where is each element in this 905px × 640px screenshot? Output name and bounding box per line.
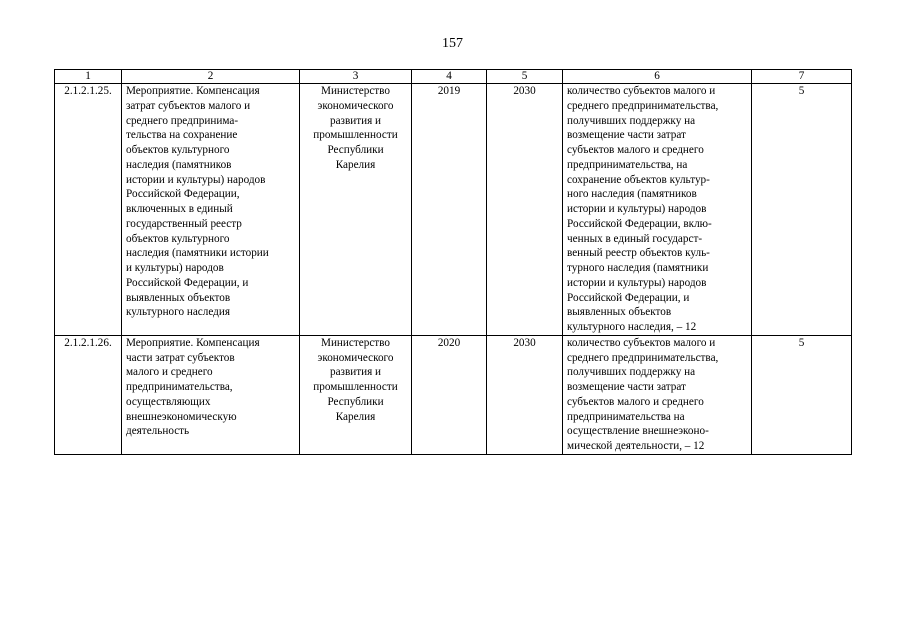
indicator-cell	[563, 84, 752, 336]
measure-cell	[122, 84, 300, 336]
measure-line: Мероприятие. Компенсация	[126, 85, 260, 97]
measure-line: государственный реестр	[126, 217, 242, 230]
end-year-cell: 2030	[487, 84, 563, 336]
indicator-line: осуществление внешнеэконо-	[567, 425, 709, 438]
measure-line: включенных в единый	[126, 203, 233, 215]
indicator-line: мической деятельности, – 12	[567, 440, 705, 452]
executor-line: промышленности	[313, 129, 398, 142]
indicator-line: количество субъектов малого и	[567, 85, 716, 97]
measure-line: наследия (памятники истории	[126, 247, 269, 260]
measure-line: среднего предпринима-	[126, 114, 239, 127]
indicator-cell	[563, 335, 752, 454]
measure-line: затрат субъектов малого и	[126, 99, 251, 112]
header-cell: 3	[300, 70, 412, 84]
indicator-line: Российской Федерации, вклю-	[567, 217, 712, 230]
indicator-line: получивших поддержку на	[567, 366, 696, 379]
measure-line: тельства на сохранение	[126, 129, 238, 142]
measure-line: выявленных объектов	[126, 291, 231, 304]
measure-line: малого и среднего	[126, 366, 213, 379]
measure-line: объектов культурного	[126, 144, 230, 156]
indicator-line: турного наследия (памятники	[567, 262, 709, 274]
executor-line: Министерство	[321, 336, 390, 349]
indicator-line: сохранение объектов культур-	[567, 173, 710, 186]
indicator-line: субъектов малого и среднего	[567, 144, 704, 156]
measure-line: предпринимательства,	[126, 381, 233, 393]
indicator-line: среднего предпринимательства,	[567, 351, 719, 364]
indicator-line: возмещение части затрат	[567, 381, 686, 393]
measure-line: истории и культуры) народов	[126, 173, 266, 186]
measure-line: Российской Федерации,	[126, 188, 240, 201]
measure-line: объектов культурного	[126, 232, 230, 245]
measure-line: деятельность	[126, 425, 190, 438]
indicator-line: ного наследия (памятников	[567, 188, 697, 201]
table-row	[55, 335, 852, 454]
measure-line: части затрат субъектов	[126, 351, 235, 364]
executor-line: промышленности	[313, 381, 398, 393]
table-row	[55, 84, 852, 336]
header-cell: 1	[55, 70, 122, 84]
executor-line: развития и	[329, 114, 382, 127]
indicator-line: истории и культуры) народов	[567, 203, 707, 215]
table-header-row	[55, 70, 852, 84]
indicator-line: количество субъектов малого и	[567, 336, 716, 349]
measure-line: Российской Федерации, и	[126, 276, 249, 289]
col7-cell: 5	[752, 335, 852, 454]
measure-line: Мероприятие. Компенсация	[126, 336, 260, 349]
indicator-line: ченных в единый государст-	[567, 232, 703, 245]
row-number-cell: 2.1.2.1.25.	[55, 84, 122, 336]
executor-line: Республики	[327, 395, 384, 408]
indicator-line: предпринимательства на	[567, 410, 685, 423]
row-number-cell: 2.1.2.1.26.	[55, 335, 122, 454]
measure-line: наследия (памятников	[126, 158, 232, 171]
measure-line: осуществляющих	[126, 395, 211, 408]
col7-cell: 5	[752, 84, 852, 336]
indicator-line: венный реестр объектов куль-	[567, 247, 710, 260]
executor-cell	[300, 84, 412, 336]
executor-line: экономического	[317, 99, 394, 112]
header-cell: 5	[487, 70, 563, 84]
page-number: 157	[442, 36, 463, 51]
executor-line: Карелия	[335, 158, 376, 171]
header-cell: 6	[563, 70, 752, 84]
executor-line: Министерство	[321, 85, 390, 97]
executor-line: развития и	[329, 366, 382, 379]
header-cell: 4	[412, 70, 487, 84]
indicator-line: истории и культуры) народов	[567, 276, 707, 289]
start-year-cell: 2019	[412, 84, 487, 336]
start-year-cell: 2020	[412, 335, 487, 454]
indicator-line: получивших поддержку на	[567, 114, 696, 127]
indicator-line: предпринимательства, на	[567, 158, 688, 171]
end-year-cell: 2030	[487, 335, 563, 454]
measure-line: культурного наследия	[126, 306, 230, 319]
indicator-line: субъектов малого и среднего	[567, 395, 704, 408]
indicator-line: среднего предпринимательства,	[567, 99, 719, 112]
header-cell: 2	[122, 70, 300, 84]
executor-line: Республики	[327, 144, 384, 156]
measure-line: и культуры) народов	[126, 262, 224, 274]
indicator-line: возмещение части затрат	[567, 129, 686, 142]
indicator-line: выявленных объектов	[567, 306, 672, 319]
executor-cell	[300, 335, 412, 454]
indicator-line: Российской Федерации, и	[567, 291, 690, 304]
measures-table	[54, 69, 852, 455]
executor-line: Карелия	[335, 410, 376, 423]
header-cell: 7	[752, 70, 852, 84]
measure-cell	[122, 335, 300, 454]
executor-line: экономического	[317, 351, 394, 364]
measure-line: внешнеэкономическую	[126, 410, 237, 423]
indicator-line: культурного наследия, – 12	[567, 321, 697, 333]
